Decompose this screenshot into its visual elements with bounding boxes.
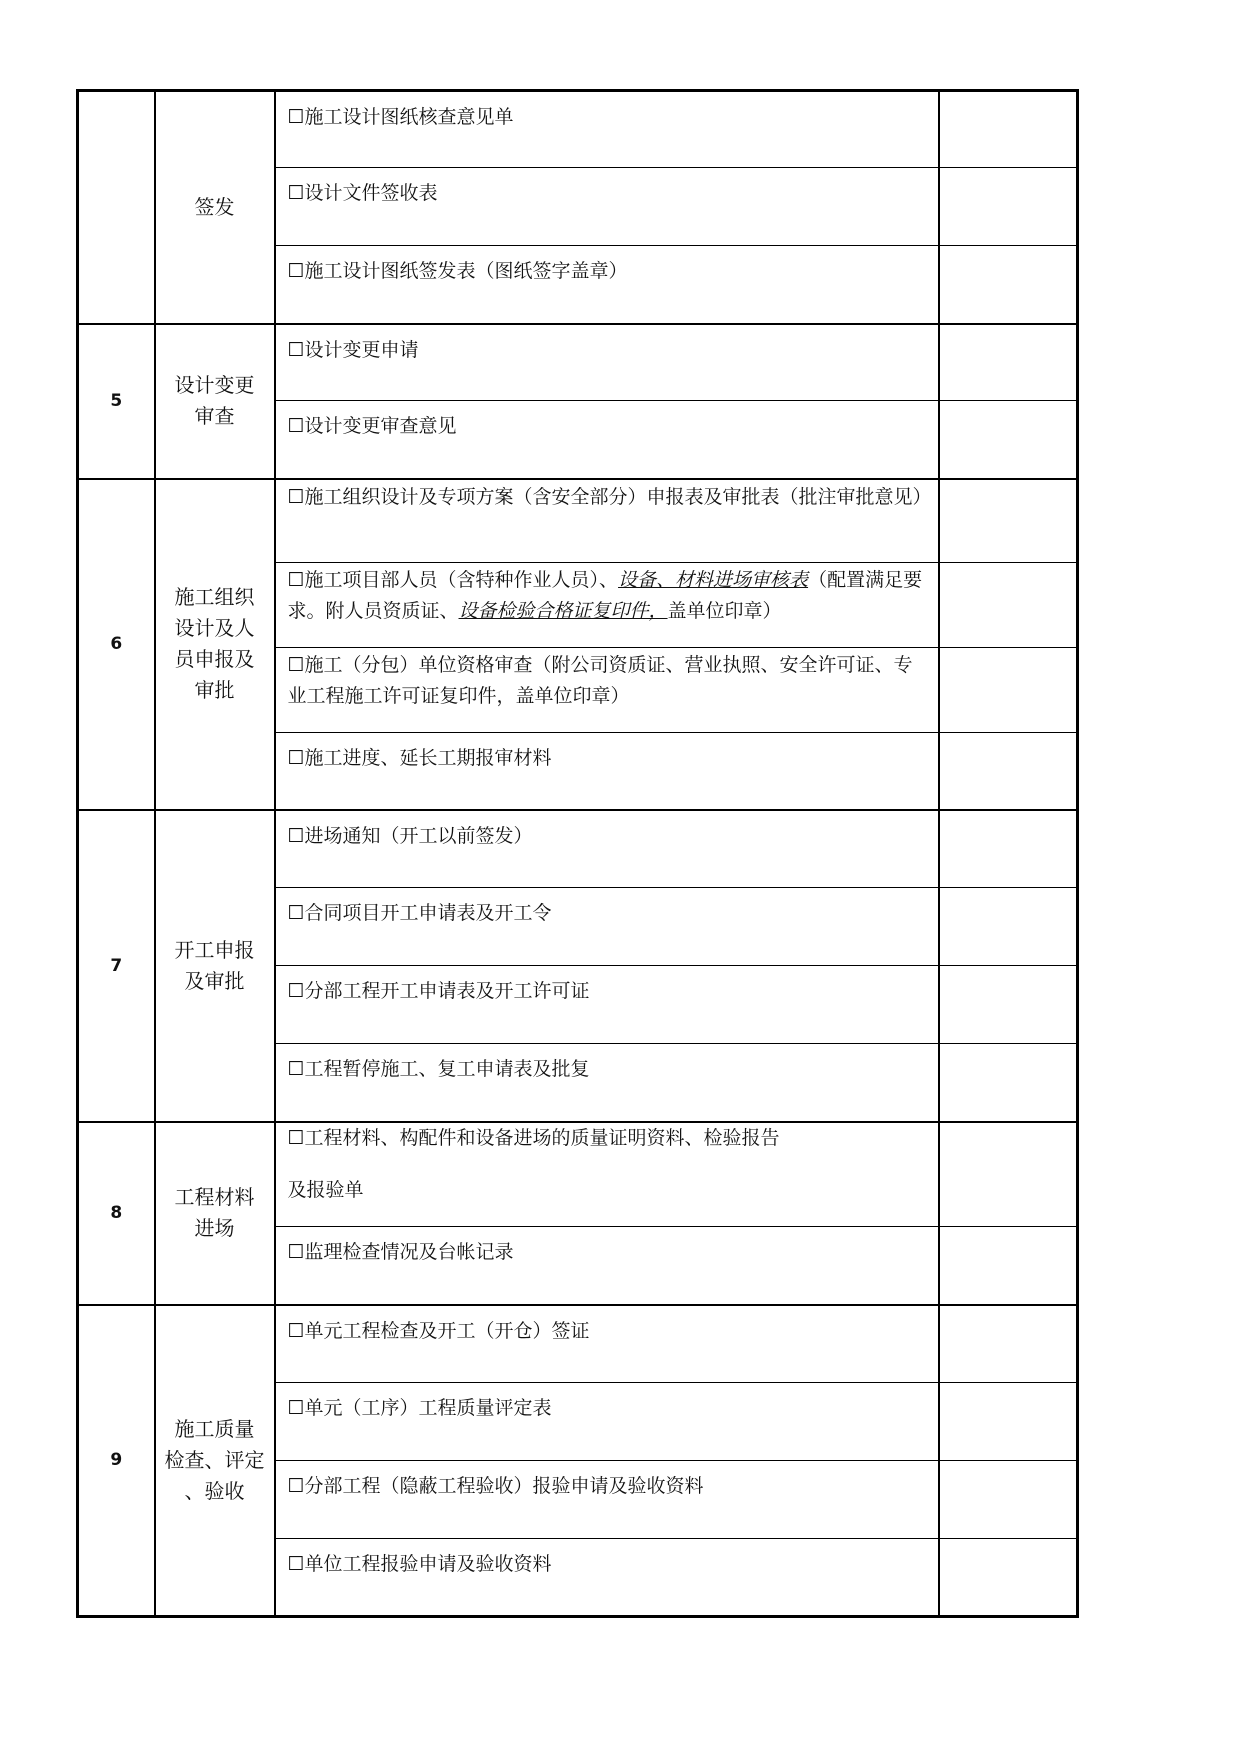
remark-cell[interactable] [939, 1044, 1078, 1122]
checklist-item: ☐单元工程检查及开工（开仓）签证 [275, 1305, 939, 1383]
remark-cell[interactable] [939, 1539, 1078, 1617]
checklist-item: ☐设计文件签收表 [275, 168, 939, 246]
item-emphasis: 设备、材料进场审核表 [618, 569, 809, 591]
item-text: ☐工程材料、构配件和设备进场的质量证明资料、检验报告 [287, 1126, 780, 1149]
checklist-item: ☐施工组织设计及专项方案（含安全部分）申报表及审批表（批注审批意见） [275, 479, 939, 563]
item-text: 盖单位印章） [667, 600, 782, 622]
checklist-item [275, 563, 939, 648]
category-line: 及审批 [184, 968, 245, 993]
section-category [155, 479, 275, 810]
category-line: 审批 [194, 678, 235, 702]
checklist-item: ☐施工设计图纸核查意见单 [275, 91, 939, 168]
remark-cell[interactable] [939, 91, 1078, 168]
checklist-item: ☐工程暂停施工、复工申请表及批复 [275, 1044, 939, 1122]
checklist-item: ☐分部工程（隐蔽工程验收）报验申请及验收资料 [275, 1461, 939, 1539]
remark-cell[interactable] [939, 1122, 1078, 1227]
category-line: 审查 [194, 404, 235, 428]
checklist-item: ☐进场通知（开工以前签发） [275, 810, 939, 888]
remark-cell[interactable] [939, 1227, 1078, 1305]
category-line: 设计及人 [174, 616, 255, 640]
category-line: 进场 [194, 1216, 235, 1240]
remark-cell[interactable] [939, 1461, 1078, 1539]
remark-cell[interactable] [939, 401, 1078, 479]
item-text: （配置满足要求。附人员资质证、 [287, 569, 923, 622]
remark-cell[interactable] [939, 479, 1078, 563]
remark-cell[interactable] [939, 168, 1078, 246]
checklist-item: ☐监理检查情况及台帐记录 [275, 1227, 939, 1305]
remark-cell[interactable] [939, 810, 1078, 888]
checklist-item: ☐合同项目开工申请表及开工令 [275, 888, 939, 966]
remark-cell[interactable] [939, 1383, 1078, 1461]
category-line: 施工组织 [174, 585, 255, 609]
section-category [155, 324, 275, 479]
category-line: 检查、评定 [164, 1447, 265, 1472]
checklist-item: ☐分部工程开工申请表及开工许可证 [275, 966, 939, 1044]
section-category [155, 810, 275, 1122]
category-line: 开工申报 [174, 937, 255, 962]
checklist-item: ☐单元（工序）工程质量评定表 [275, 1383, 939, 1461]
remark-cell[interactable] [939, 246, 1078, 324]
checklist-item [275, 1122, 939, 1227]
remark-cell[interactable] [939, 966, 1078, 1044]
checklist-table [76, 89, 1079, 1618]
checklist-item: ☐施工（分包）单位资格审查（附公司资质证、营业执照、安全许可证、专业工程施工许可证复印件，盖单位印章） [275, 648, 939, 733]
remark-cell[interactable] [939, 648, 1078, 733]
checklist-item: ☐设计变更申请 [275, 324, 939, 401]
checklist-item: ☐单位工程报验申请及验收资料 [275, 1539, 939, 1617]
remark-cell[interactable] [939, 324, 1078, 401]
checklist-item: ☐施工进度、延长工期报审材料 [275, 733, 939, 810]
item-emphasis: 设备检验合格证复印件， [458, 600, 668, 622]
section-number: 5 [78, 324, 155, 479]
section-category: 签发 [155, 91, 275, 324]
remark-cell[interactable] [939, 733, 1078, 810]
checklist-item: ☐施工设计图纸签发表（图纸签字盖章） [275, 246, 939, 324]
remark-cell[interactable] [939, 888, 1078, 966]
checklist-item: ☐设计变更审查意见 [275, 401, 939, 479]
item-text: 及报验单 [287, 1178, 364, 1201]
remark-cell[interactable] [939, 563, 1078, 648]
section-number: 7 [78, 810, 155, 1122]
section-category [155, 1305, 275, 1617]
item-text: ☐施工项目部人员（含特种作业人员）、 [287, 569, 619, 591]
section-number: 6 [78, 479, 155, 810]
category-line: 工程材料 [174, 1185, 255, 1209]
section-category [155, 1122, 275, 1305]
remark-cell[interactable] [939, 1305, 1078, 1383]
category-line: 设计变更 [174, 373, 255, 397]
category-line: 员申报及 [174, 647, 255, 671]
section-number: 9 [78, 1305, 155, 1617]
category-line: 、验收 [184, 1478, 245, 1503]
section-number-cell [78, 91, 155, 324]
section-number: 8 [78, 1122, 155, 1305]
category-line: 施工质量 [174, 1416, 255, 1441]
